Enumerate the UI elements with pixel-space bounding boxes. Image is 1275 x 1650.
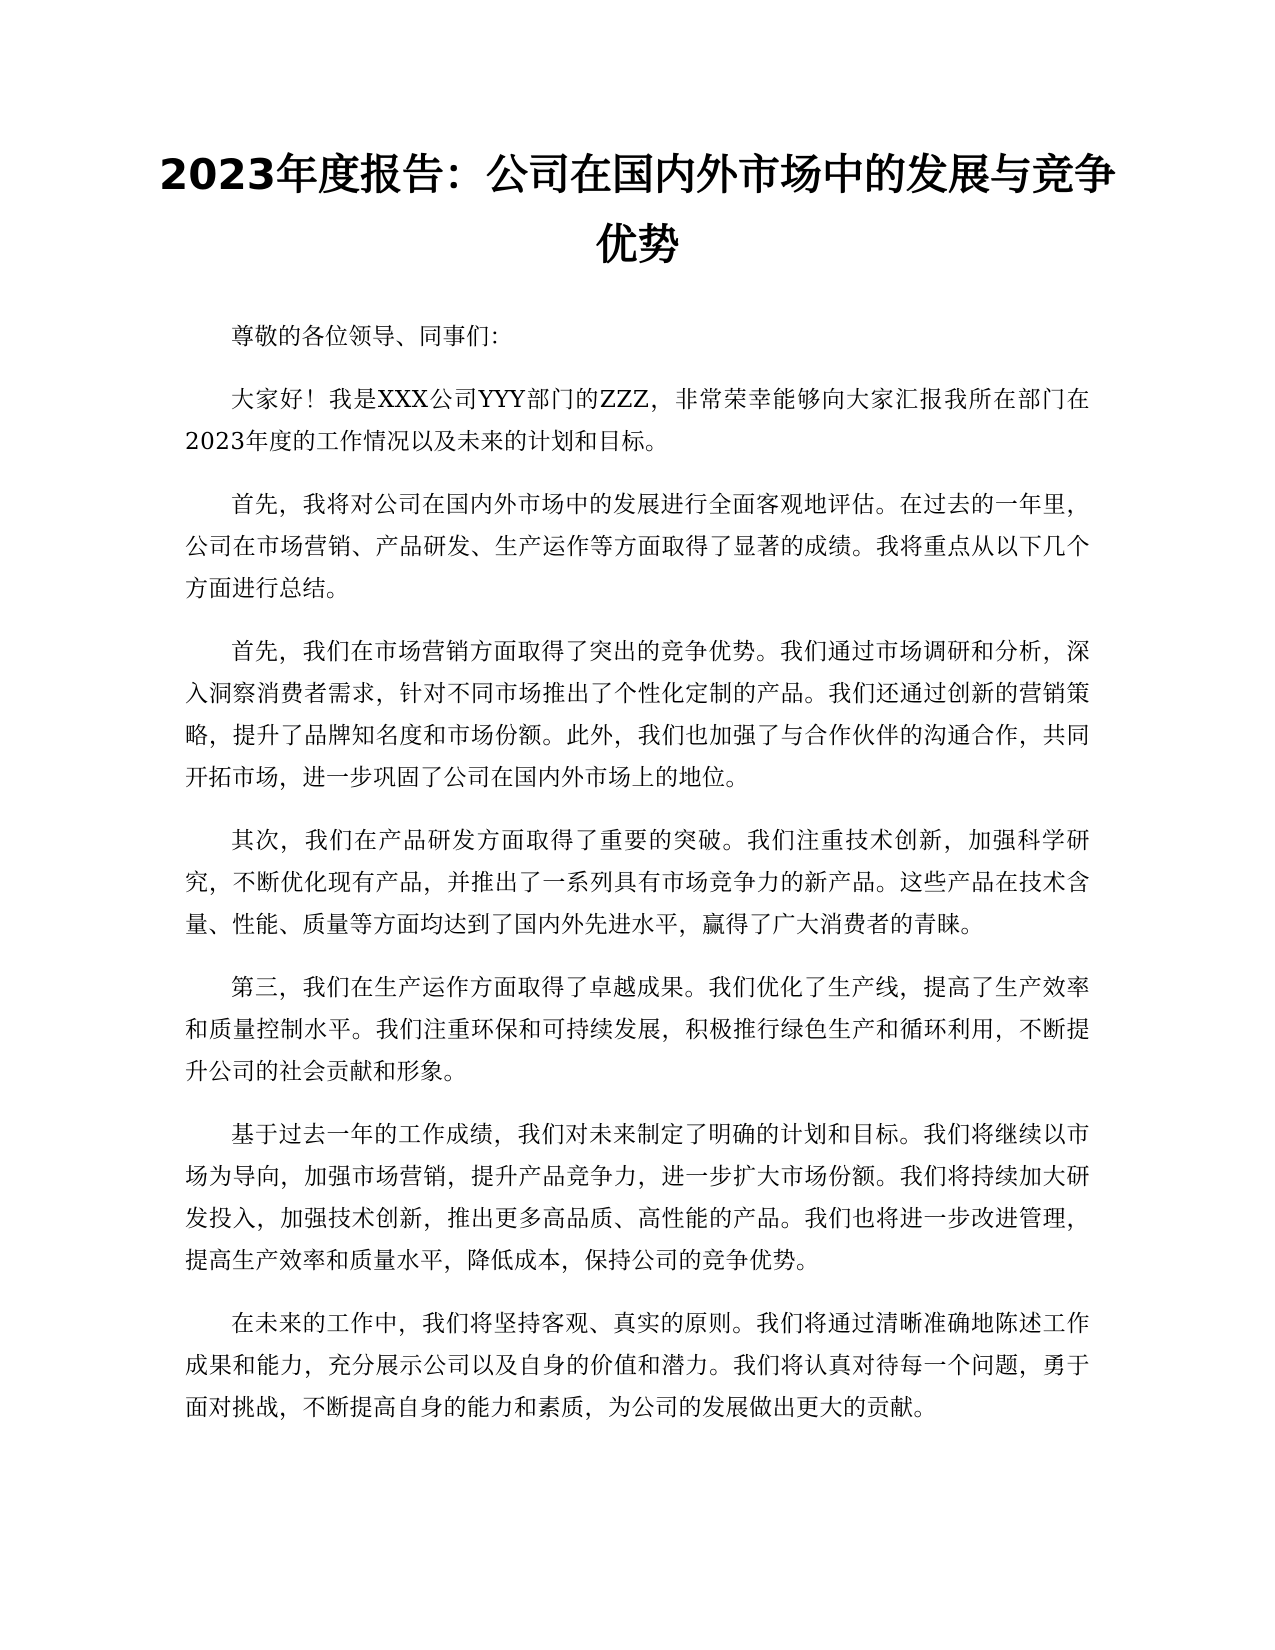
- paragraph-salutation: 尊敬的各位领导、同事们：: [231, 324, 513, 350]
- paragraph-production: 第三，我们在生产运作方面取得了卓越成果。我们优化了生产线，提高了生产效率和质量控制水平。我们注重环保和可持续发展，积极推行绿色生产和循环利用，不断提升公司的社会贡献和形象。: [185, 975, 1090, 1085]
- paragraph-greeting: 大家好！我是XXX公司YYY部门的ZZZ，非常荣幸能够向大家汇报我所在部门在2023年度的工作情况以及未来的计划和目标。: [185, 387, 1090, 455]
- document-body: [185, 316, 1090, 1450]
- paragraph-plans: 基于过去一年的工作成绩，我们对未来制定了明确的计划和目标。我们将继续以市场为导向，加强市场营销，提升产品竞争力，进一步扩大市场份额。我们将持续加大研发投入，加强技术创新，推出更多高品质、高性能的产品。我们也将进一步改进管理，提高生产效率和质量水平，降低成本，保持公司的竞争优势。: [185, 1122, 1090, 1274]
- paragraph-research: 其次，我们在产品研发方面取得了重要的突破。我们注重技术创新，加强科学研究，不断优化现有产品，并推出了一系列具有市场竞争力的新产品。这些产品在技术含量、性能、质量等方面均达到了国内外先进水平，赢得了广大消费者的青睐。: [185, 828, 1090, 938]
- paragraph-future: 在未来的工作中，我们将坚持客观、真实的原则。我们将通过清晰准确地陈述工作成果和能力，充分展示公司以及自身的价值和潜力。我们将认真对待每一个问题，勇于面对挑战，不断提高自身的能力和素质，为公司的发展做出更大的贡献。: [185, 1311, 1090, 1421]
- paragraph-marketing: 首先，我们在市场营销方面取得了突出的竞争优势。我们通过市场调研和分析，深入洞察消费者需求，针对不同市场推出了个性化定制的产品。我们还通过创新的营销策略，提升了品牌知名度和市场份额。此外，我们也加强了与合作伙伴的沟通合作，共同开拓市场，进一步巩固了公司在国内外市场上的地位。: [185, 639, 1090, 791]
- document-title: 2023年度报告：公司在国内外市场中的发展与竞争优势: [159, 150, 1116, 269]
- paragraph-overview: 首先，我将对公司在国内外市场中的发展进行全面客观地评估。在过去的一年里，公司在市场营销、产品研发、生产运作等方面取得了显著的成绩。我将重点从以下几个方面进行总结。: [185, 492, 1090, 602]
